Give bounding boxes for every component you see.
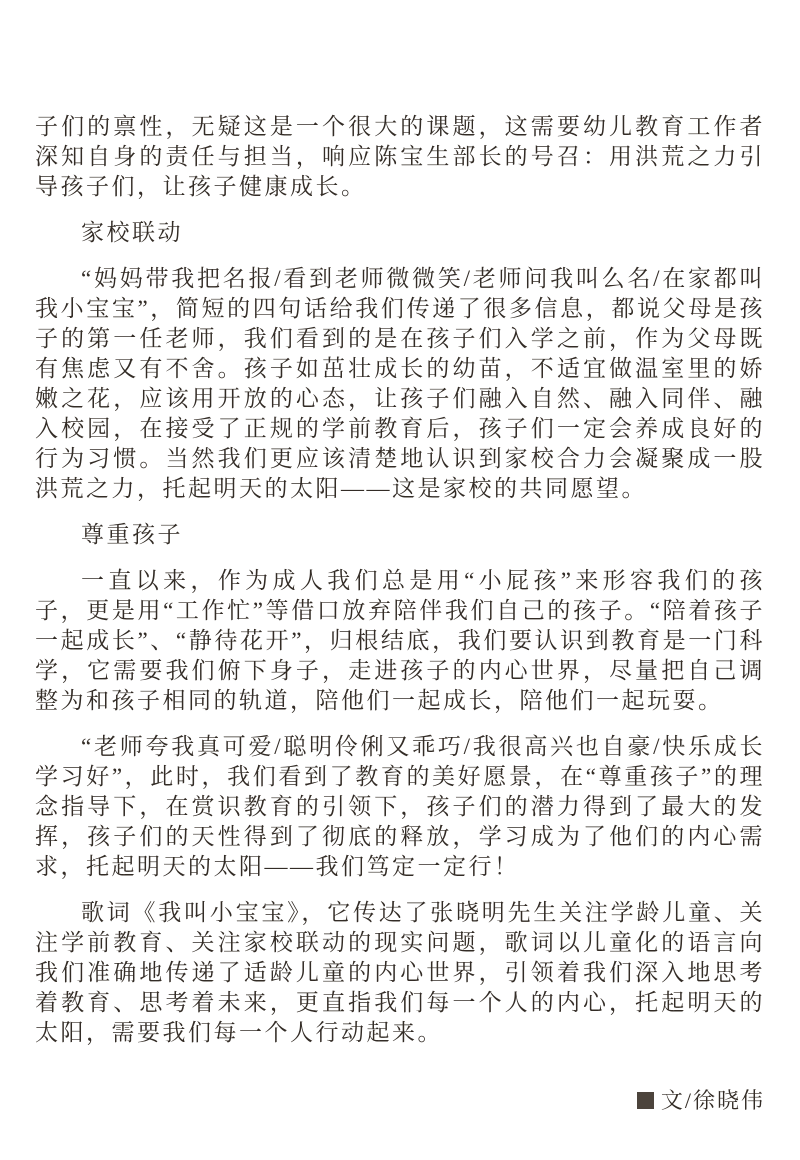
paragraph-respect-children-1: 一直以来，作为成人我们总是用“小屁孩”来形容我们的孩子，更是用“工作忙”等借口放弃陪伴我们自己的孩子。“陪着孩子一起成长”、“静待花开”，归根结底，我们要认识到教育是一门科学，它需要我们俯下身子，走进孩子的内心世界，尽量把自己调整为和孩子相同的轨道，陪他们一起成长，陪他们一起玩耍。 bbox=[35, 568, 765, 713]
byline-author: 文/徐晓伟 bbox=[660, 1088, 765, 1113]
paragraph-closing: 歌词《我叫小宝宝》，它传达了张晓明先生关注学龄儿童、关注学前教育、关注家校联动的现实问题，歌词以儿童化的语言向我们准确地传递了适龄儿童的内心世界，引领着我们深入地思考着教育、思考着未来，更直指我们每一个人的内心，托起明天的太阳，需要我们每一个人行动起来。 bbox=[35, 900, 765, 1045]
byline bbox=[35, 1086, 765, 1116]
byline-square-icon bbox=[637, 1092, 654, 1109]
section-heading-home-school-linkage: 家校联动 bbox=[81, 220, 183, 245]
paragraph-home-school: “妈妈带我把名报/看到老师微微笑/老师问我叫么名/在家都叫我小宝宝”，简短的四句话给我们传递了很多信息，都说父母是孩子的第一任老师，我们看到的是在孩子们入学之前，作为父母既有焦虑又有不舍。孩子如茁壮成长的幼苗，不适宜做温室里的娇嫩之花，应该用开放的心态，让孩子们融入自然、融入同伴、融入校园，在接受了正规的学前教育后，孩子们一定会养成良好的行为习惯。当然我们更应该清楚地认识到家校合力会凝聚成一股洪荒之力，托起明天的太阳——这是家校的共同愿望。 bbox=[35, 266, 765, 501]
paragraph-continuation: 子们的禀性，无疑这是一个很大的课题，这需要幼儿教育工作者深知自身的责任与担当，响应陈宝生部长的号召：用洪荒之力引导孩子们，让孩子健康成长。 bbox=[35, 114, 765, 199]
paragraph-respect-children-2: “老师夸我真可爱/聪明伶俐又乖巧/我很高兴也自豪/快乐成长学习好”，此时，我们看到了教育的美好愿景，在“尊重孩子”的理念指导下，在赏识教育的引领下，孩子们的潜力得到了最大的发挥，孩子们的天性得到了彻底的释放，学习成为了他们的内心需求，托起明天的太阳——我们笃定一定行！ bbox=[35, 734, 765, 879]
section-heading-respect-children: 尊重孩子 bbox=[81, 522, 183, 547]
